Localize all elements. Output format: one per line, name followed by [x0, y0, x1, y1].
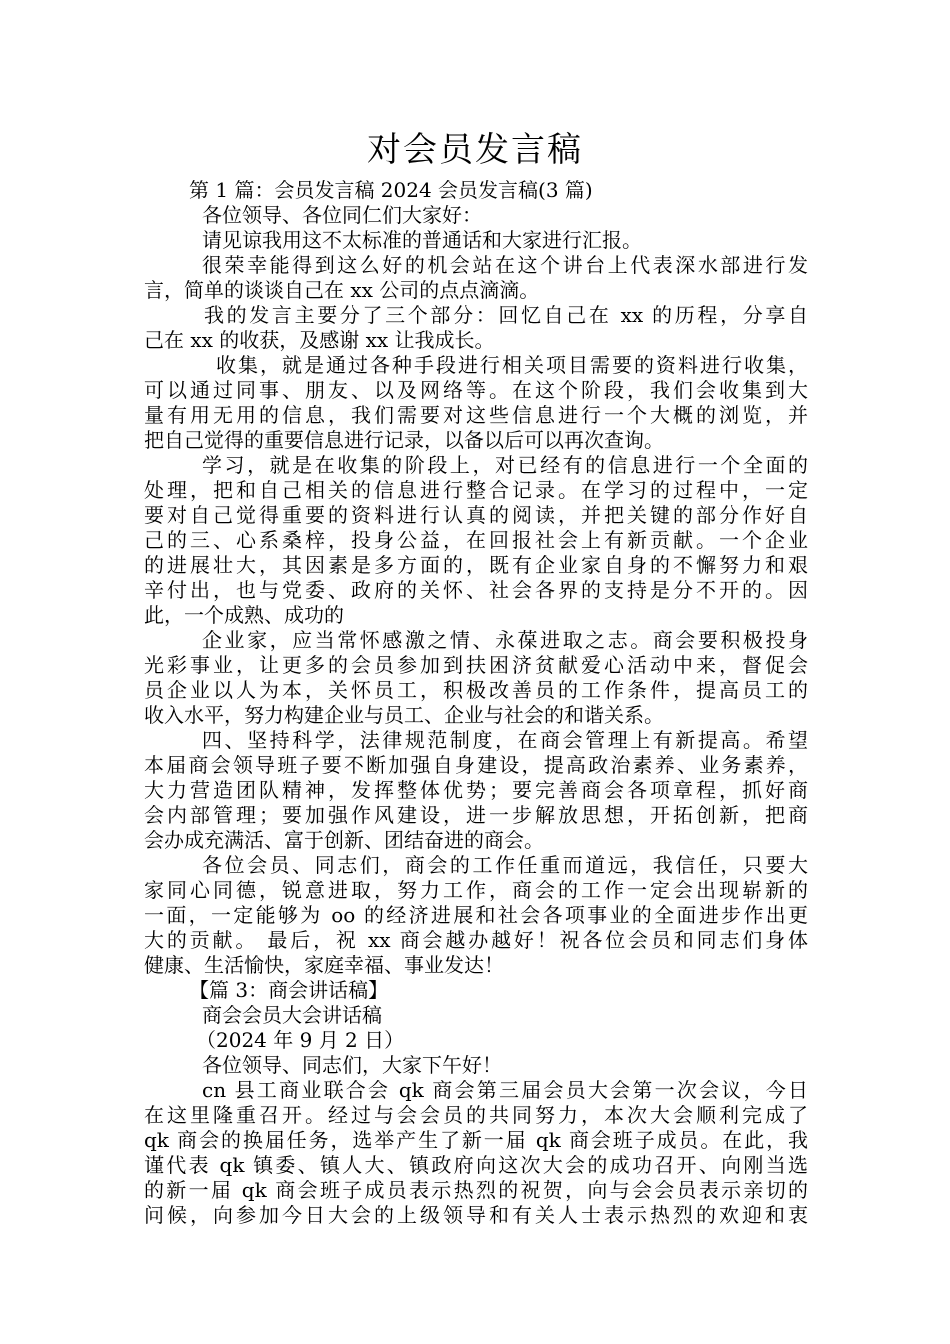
paragraph-line: 处理，把和自己相关的信息进行整合记录。在学习的过程中，一定	[144, 478, 808, 502]
paragraph-line: 请见谅我用这不太标准的普通话和大家进行汇报。	[202, 228, 642, 252]
paragraph-line: 量有用无用的信息，我们需要对这些信息进行一个大概的浏览，并	[144, 403, 808, 427]
paragraph-line: 各位领导、同志们，大家下午好！	[202, 1053, 502, 1077]
paragraph-line: 问候，向参加今日大会的上级领导和有关人士表示热烈的欢迎和衷	[144, 1203, 808, 1227]
paragraph-line: 很荣幸能得到这么好的机会站在这个讲台上代表深水部进行发	[202, 253, 808, 277]
paragraph-line: 的新一届 qk 商会班子成员表示热烈的祝贺，向与会会员表示亲切的	[144, 1178, 808, 1202]
paragraph-line: 员企业以人为本，关怀员工，积极改善员的工作条件，提高员工的	[144, 678, 808, 702]
paragraph-line: 学习，就是在收集的阶段上，对已经有的信息进行一个全面的	[202, 453, 808, 477]
paragraph-line: 谨代表 qk 镇委、镇人大、镇政府向这次大会的成功召开、向刚当选	[144, 1153, 808, 1177]
paragraph-line: 言，简单的谈谈自己在 xx 公司的点点滴滴。	[144, 278, 540, 302]
paragraph-line: 可以通过同事、朋友、以及网络等。在这个阶段，我们会收集到大	[144, 378, 808, 402]
paragraph-line: 家同心同德，锐意进取，努力工作，商会的工作一定会出现崭新的	[144, 878, 808, 902]
paragraph-line: 各位会员、同志们，商会的工作任重而道远，我信任，只要大	[202, 853, 808, 877]
paragraph-line: 会内部管理；要加强作风建设，进一步解放思想，开拓创新，把商	[144, 803, 808, 827]
paragraph-line: 光彩事业，让更多的会员参加到扶困济贫献爱心活动中来，督促会	[144, 653, 808, 677]
paragraph-line: 在这里隆重召开。经过与会会员的共同努力，本次大会顺利完成了	[144, 1103, 808, 1127]
paragraph-line: 四、坚持科学，法律规范制度，在商会管理上有新提高。希望	[202, 728, 808, 752]
paragraph-line: 各位领导、各位同仁们大家好：	[202, 203, 482, 227]
paragraph-line: 我的发言主要分了三个部分：回忆自己在 xx 的历程，分享自	[204, 303, 808, 327]
paragraph-line: （2024 年 9 月 2 日）	[196, 1028, 405, 1052]
paragraph-line: 健康、生活愉快，家庭幸福、事业发达！	[144, 953, 504, 977]
paragraph-line: 己在 xx 的收获，及感谢 xx 让我成长。	[144, 328, 495, 352]
paragraph-line: cn 县工商业联合会 qk 商会第三届会员大会第一次会议，今日	[202, 1078, 808, 1102]
paragraph-line: 收入水平，努力构建企业与员工、企业与社会的和谐关系。	[144, 703, 664, 727]
paragraph-line: 收集，就是通过各种手段进行相关项目需要的资料进行收集，	[216, 353, 808, 377]
paragraph-line: qk 商会的换届任务，选举产生了新一届 qk 商会班子成员。在此，我	[144, 1128, 808, 1152]
paragraph-line: 本届商会领导班子要不断加强自身建设，提高政治素养、业务素养，	[144, 753, 808, 777]
paragraph-line: 第 1 篇：会员发言稿 2024 会员发言稿(3 篇)	[189, 178, 593, 202]
document-title: 对会员发言稿	[367, 130, 583, 170]
paragraph-line: 此，一个成熟、成功的	[144, 603, 344, 627]
paragraph-line: 把自己觉得的重要信息进行记录，以备以后可以再次查询。	[144, 428, 664, 452]
paragraph-line: 大力营造团队精神，发挥整体优势；要完善商会各项章程，抓好商	[144, 778, 808, 802]
paragraph-line: 的进展壮大，其因素是多方面的，既有企业家自身的不懈努力和艰	[144, 553, 808, 577]
paragraph-line: 要对自己觉得重要的资料进行认真的阅读，并把关键的部分作好自	[144, 503, 808, 527]
paragraph-line: 大的贡献。 最后，祝 xx 商会越办越好！祝各位会员和同志们身体	[144, 928, 808, 952]
paragraph-line: 己的三、心系桑梓，投身公益，在回报社会上有新贡献。一个企业	[144, 528, 808, 552]
paragraph-line: 辛付出，也与党委、政府的关怀、社会各界的支持是分不开的。因	[144, 578, 808, 602]
paragraph-line: 商会会员大会讲话稿	[202, 1003, 382, 1027]
paragraph-line: 会办成充满活、富于创新、团结奋进的商会。	[144, 828, 544, 852]
section-heading: 【篇 3：商会讲话稿】	[189, 978, 389, 1002]
paragraph-line: 一面，一定能够为 oo 的经济进展和社会各项事业的全面进步作出更	[144, 903, 808, 927]
paragraph-line: 企业家，应当常怀感激之情、永葆进取之志。商会要积极投身	[202, 628, 808, 652]
